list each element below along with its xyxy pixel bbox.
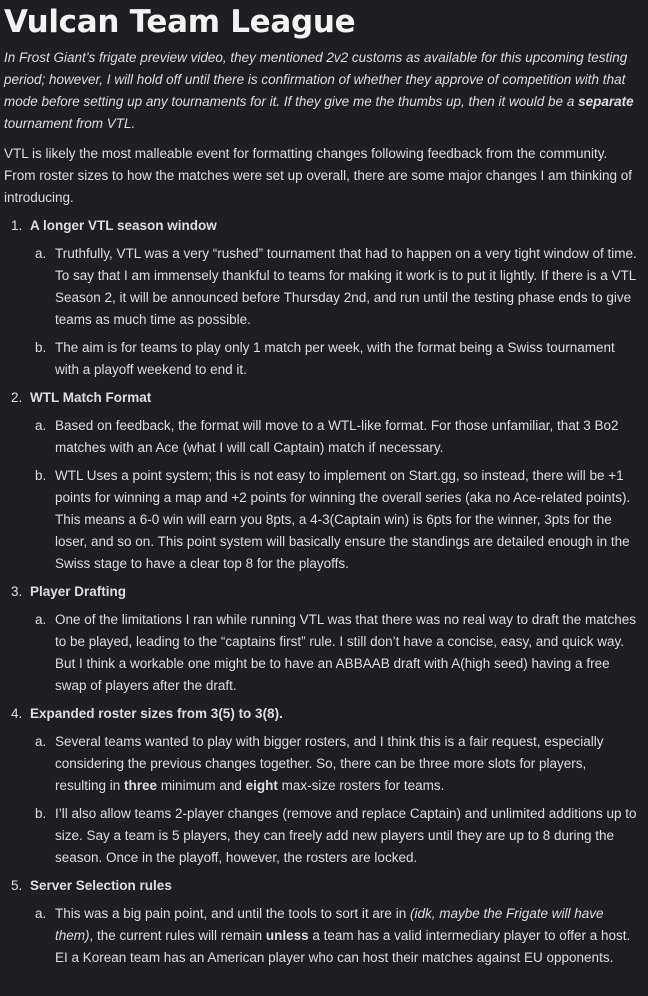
- section-heading: A longer VTL season window: [30, 218, 217, 233]
- section-heading: Server Selection rules: [30, 878, 172, 893]
- subitems-list: [30, 415, 640, 575]
- sub-item: [30, 609, 640, 697]
- section-heading: Expanded roster sizes from 3(5) to 3(8).: [30, 706, 283, 721]
- sub-item: [30, 415, 640, 459]
- section-heading: Player Drafting: [30, 584, 127, 599]
- sub-item-text-part: , the current rules will remain: [89, 928, 266, 943]
- sub-item: [30, 903, 640, 969]
- sub-item-text-part: a team has a valid intermediary player to offer a host. EI a Korean team has an American player who can host their matches against EU opponents.: [55, 928, 631, 965]
- sections-list: [4, 215, 640, 969]
- section-heading: WTL Match Format: [30, 390, 152, 405]
- sub-item: [30, 465, 640, 575]
- sub-item-letter: b.: [35, 806, 47, 821]
- section-item: [4, 581, 640, 697]
- subitems-list: [30, 731, 640, 869]
- page-title: Vulcan Team League: [4, 4, 356, 40]
- sub-item: [30, 243, 640, 331]
- intro-paragraph: [4, 47, 640, 135]
- sub-item-letter: a.: [35, 418, 47, 433]
- sub-item: [30, 803, 640, 869]
- section-number: 5.: [11, 878, 23, 893]
- section-item: [4, 703, 640, 869]
- sub-item-text: [55, 734, 604, 793]
- sub-item-bold: unless: [265, 928, 309, 943]
- subitems-list: [30, 243, 640, 381]
- lead-paragraph: VTL is likely the most malleable event for formatting changes following feedback from the community. From roster sizes to how the matches were set up overall, there are some major changes I am thinking of introducing.: [4, 146, 633, 205]
- sub-item-text-part: max-size rosters for teams.: [277, 778, 445, 793]
- subitems-list: [30, 609, 640, 697]
- section-number: 4.: [11, 706, 23, 721]
- section-number: 1.: [11, 218, 23, 233]
- intro-emphasis: separate: [578, 94, 634, 109]
- sub-item-text: I’ll also allow teams 2-player changes (remove and replace Captain) and unlimited additions up to size. Say a team is 5 players, they can freely add new players until they are up to 8 during the season. Once in the playoff, however, the rosters are locked.: [55, 806, 637, 865]
- sub-item-letter: a.: [35, 246, 47, 261]
- sub-item-letter: a.: [35, 906, 47, 921]
- sub-item-text: Truthfully, VTL was a very “rushed” tournament that had to happen on a very tight window of time. To say that I am immensely thankful to teams for making it work is to put it lightly. If there is a VTL Season 2, it will be announced before Thursday 2nd, and run until the testing phase ends to give teams as much time as possible.: [55, 246, 637, 327]
- intro-text-2: tournament from VTL.: [4, 116, 136, 131]
- section-item: [4, 875, 640, 969]
- section-item: [4, 215, 640, 381]
- sub-item: [30, 731, 640, 797]
- sub-item-text: WTL Uses a point system; this is not easy to implement on Start.gg, so instead, there will be +1 points for winning a map and +2 points for winning the overall series (aka no Ace-related points). This means a 6-0 win will earn you 8pts, a 4-3(Captain win) is 6pts for the winner, 3pts for the loser, and so on. This point system will basically ensure the standings are detailed enough in the Swiss stage to have a clear top 8 for the playoffs.: [55, 468, 631, 571]
- sub-item-text: The aim is for teams to play only 1 match per week, with the format being a Swiss tournament with a playoff weekend to end it.: [55, 340, 615, 377]
- sub-item-text-part: This was a big pain point, and until the tools to sort it are in: [55, 906, 410, 921]
- sub-item-bold: eight: [245, 778, 278, 793]
- sub-item: [30, 337, 640, 381]
- subitems-list: [30, 903, 640, 969]
- sub-item-text: Based on feedback, the format will move to a WTL-like format. For those unfamiliar, that 3 Bo2 matches with an Ace (what I will call Captain) match if necessary.: [55, 418, 619, 455]
- sub-item-letter: a.: [35, 612, 47, 627]
- section-number: 2.: [11, 390, 23, 405]
- sub-item-text-part: Several teams wanted to play with bigger rosters, and I think this is a fair request, especially considering the previous changes together. So, there can be three more slots for players, resulting in: [55, 734, 604, 793]
- sub-item-letter: b.: [35, 468, 47, 483]
- section-item: [4, 387, 640, 575]
- sub-item-bold: three: [124, 778, 158, 793]
- sub-item-letter: b.: [35, 340, 47, 355]
- sub-item-italic: (idk, maybe the Frigate will have them): [55, 906, 604, 943]
- intro-text-1: In Frost Giant’s frigate preview video, they mentioned 2v2 customs as available for this upcoming testing period; however, I will hold off until there is confirmation of whether they approve of competition with that mode before setting up any tournaments for it. If they give me the thumbs up, then it would be a: [4, 50, 628, 109]
- sub-item-text: One of the limitations I ran while running VTL was that there was no real way to draft the matches to be played, leading to the “captains first” rule. I still don’t have a concise, easy, and quick way. But I think a workable one might be to have an ABBAAB draft with A(high seed) having a free swap of players after the draft.: [55, 612, 637, 693]
- section-number: 3.: [11, 584, 23, 599]
- sub-item-text: [55, 906, 630, 965]
- sub-item-letter: a.: [35, 734, 47, 749]
- sub-item-text-part: minimum and: [157, 778, 246, 793]
